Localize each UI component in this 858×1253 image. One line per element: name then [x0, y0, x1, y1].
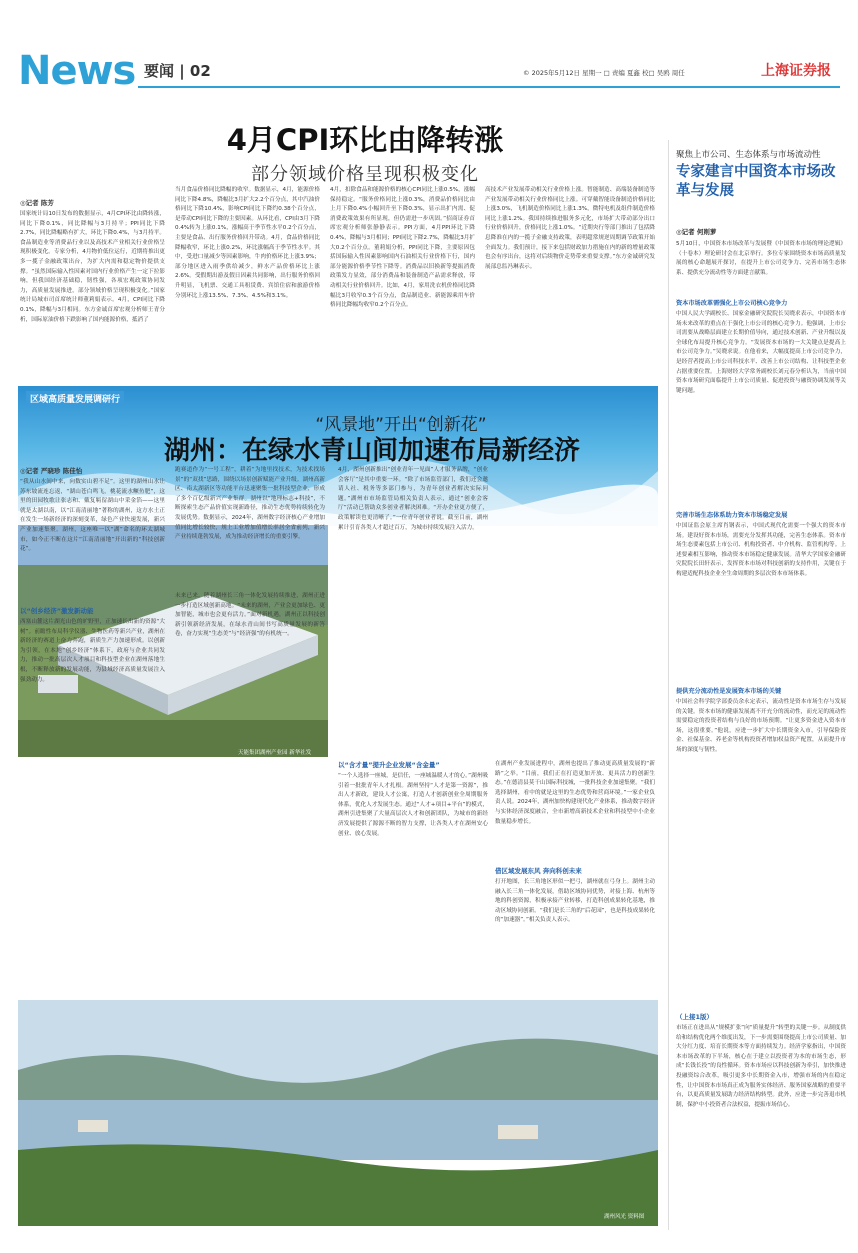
right-byline: ◎记者 何则萝: [676, 228, 717, 236]
story2-subhead-3: 借区域发展东风 奔向科创未来: [495, 867, 582, 875]
story2-col1: “我从山水间中来，向数实山碧不足”。这里的湖州山水让苏东坡流连忘返，“湖山苍白鸣飞，桃花流水鳜鱼肥”，这里的田园牧歌让张志和、戴复羁留湖山中采金箔——这里就是太湖以南，以“江南清丽地”著称的湖州，这方水土正在发生一场新经济的深刻变革，绿色产业快速发展，新兴产业加速集聚。湖州，这座唯一以“湖”命名的环太湖城市，如今正不断在这片“江南清丽地”开出新的“科技创新花”。: [20, 479, 165, 553]
story1-subhead: 部分领域价格呈现积极变化: [251, 164, 479, 185]
lake-photo-caption: 湖州风光 资料图: [604, 1214, 645, 1220]
story2-col4b: 未来已来。随着湖州长三角一体化发展持续推进，湖州正进一步打造区域创新高地。“未来的湖州，产业会更加绿色、更加智能，城市也会更有活力。”面对新机遇，湖州正以科技创新引领新经济发展，在绿水青山间书写高质量发展的新答卷，奋力实现“生态美”与“经济强”的有机统一。: [175, 593, 325, 638]
band-tag: 区域高质量发展调研行: [26, 391, 124, 406]
news-logo: News: [18, 48, 136, 94]
right-para-1: 中国人民大学副校长、国家金融研究院院长吴晓求表示，中国资本市场未来改革的重点在于强化上市公司的核心竞争力。他强调，上市公司需要从战略层面建立长期价值导向，通过技术创新、产业升级以及全球化布局提升核心竞争力。“发展资本市场的一大关键点是提高上市公司竞争力。”吴晓求说。在他看来，大幅度提高上市公司竞争力，是经营者提高上市公司科技水平、改善上市公司结构、让科技型企业占据重要位置。上海财经大学常务副校长刘元春分析认为，当前中国资本市场研究面临提升上市公司质量、促进投资与融资协调发展等关键问题。: [676, 311, 846, 394]
story2-col3b: 打开地图，长三角地区形似一把弓，湖州就在弓身上。湖州主动融入长三角一体化发展，借助区域协同优势，对接上海、杭州等地的科创资源，积极承接产业转移，打造科创成果转化基地，推动区域协同创新。“我们是长三角的“后花园”，也是科技成果转化的“加速器”。”相关负责人表示。: [495, 879, 655, 924]
date-line: © 2025年5月12日 星期一 □ 责编 夏鑫 校□ 吴鸥 周任: [523, 69, 685, 77]
right-subhead-1: 资本市场改革需强化上市公司核心竞争力: [676, 300, 788, 307]
story2-subhead-1: 以“创乡经济”激发新动能: [20, 607, 94, 615]
right-subhead-2: 完善市场生态体系助力资本市场稳定发展: [676, 512, 788, 519]
story2-col3: 4月，湖州创新推出“创业青年一见面”人才服务品牌，“创业会客厅”是其中重要一环。“除了市场监管部门，我们还会邀请人社、税务等多部门参与，为青年创业者解决实际问题。”湖州市市场监管局相关负责人表示，通过“创业会客厅”活动已帮助众多创业者解决困难。“开办企业更方便了，政策解读也更清晰了。”一位青年创业者说。截至目前，湖州累计引育各类人才超过百万，为城市持续发展注入活力。: [338, 467, 488, 531]
story1-headline: 4月CPI环比由降转涨: [226, 123, 504, 157]
right-box-title: （上接1版）: [676, 1013, 714, 1021]
right-para-2: 中国证监会原主席肖钢表示，中国式现代化需要一个强大的资本市场。建设好资本市场，需要充分发挥其功能，完善生态体系。资本市场生态要素包括上市公司、机构投资者、中介机构、监管机构等。上述要素相互影响，推动资本市场稳定健康发展。清华大学国家金融研究院院长田轩表示，发挥资本市场对科技创新的支持作用，关键在于构建适配科技企业全生命周期的多层次资本市场体系。: [676, 523, 846, 577]
story2-col4: 在湖州产业发展进程中，湖州也提出了推动更高质量发展的“新路”之举。“目前，我们正在打造更加开放、更具活力的创新生态。”在德清县莫干山国际科技城，一批科技企业加速集聚。“我们选择湖州，看中的就是这里的生态优势和营商环境。”一家企业负责人说。2024年，湖州加快构建现代化产业体系，推动数字经济与实体经济深度融合，全市新增高新技术企业和科技型中小企业数量稳步增长。: [495, 761, 655, 825]
story1-byline: ◎记者 陈芳: [20, 199, 54, 207]
story2-col1b: 西塞山麓这片湖光山色的旷野里，正加速长出新的资源“大树”。前瞻性布局科学仪器、生物医药等新兴产业，湖州在新经济的赛道上奋力奔跑，新质生产力加速形成。以创新为引领，在本地“创乡经济”体系下，政府与企业共同发力，推动一批高层次人才项目和科技型企业在湖州落地生根，不断释放新的发展动能，为县域经济高质量发展注入强劲动力。: [20, 619, 165, 683]
header-rule: [138, 86, 840, 88]
story2-headline: 湖州：在绿水青山间加速布局新经济: [163, 436, 580, 466]
story2-col2b: “一个人选择一座城，是信任，一座城温暖人才的心。”湖州吸引着一批批青年人才扎根。湖州坚持“人才是第一资源”，推出人才新政，建设人才公寓，打造人才创新创业全周期服务体系，优化人才发展生态。通过“人才+项目+平台”的模式，湖州引进集聚了大量高层次人才和创新团队，为城市的新经济发展提供了源源不断的智力支撑，让各类人才在湖州安心创业、放心发展。: [338, 773, 488, 837]
story1-col2: 当月食品价格同比降幅的收窄。数据显示，4月，能源价格同比下降4.8%，降幅比3月扩大2.2个百分点，其中汽油价格同比下降10.4%，影响CPI同比下降约0.38个百分点，是带动CPI同比下降的主要因素。从环比看，CPI由3月下降0.4%转为上涨0.1%，涨幅高于季节性水平0.2个百分点，主要是食品、出行服务价格回升带动。4月，食品价格同比降幅收窄，环比上涨0.2%，环比涨幅高于季节性水平。其中，受进口量减少等因素影响，牛肉价格环比上涨3.9%；部分地区进入雨季供给减少，鲜水产品价格环比上涨2.6%。受假期出游及假日因素共同影响，出行服务价格回升明显，飞机票、交通工具租赁费、宾馆住宿和旅游价格分别环比上涨13.5%、7.3%、4.5%和3.1%。: [175, 187, 320, 299]
story2-byline: ◎记者 严晓珍 陈佳怡: [20, 467, 83, 475]
right-title: 专家建言中国资本市场改革与发展: [676, 164, 836, 199]
column-divider: [668, 140, 669, 1230]
right-lead: 5月10日，中国资本市场改革与发展暨《中国资本市场的理论逻辑》（十卷本）理论研讨会在北京举行。多位专家围绕资本市场高质量发展的核心命题展开探讨，在提升上市公司竞争力、完善市场生态体系、提供充分流动性等方面建言献策。: [676, 241, 846, 276]
story1-col4: 高技术产业发展带动相关行业价格上涨。智能制造、高端装备制造等产业发展带动相关行业价格同比上涨。可穿戴智能设备制造价格同比上涨3.0%，飞机制造价格同比上涨1.3%，微特电机及组件制造价格同比上涨1.2%。我国持续推进服务多元化，市场扩大带动部分出口行业价格回升，价格同比上涨1.0%。“近期央行等部门推出了包括降息降准在内的一揽子金融支持政策，表明超常规逆周期调节政策开始全面发力。我们预计，接下来包括财政加力措施在内的新的增量政策也会有序出台，这将对后续物价走势带来重要支撑。”东方金诚研究发展部总监冯琳表示。: [485, 187, 655, 270]
right-kicker: 聚焦上市公司、生态体系与市场流动性: [676, 150, 821, 160]
paper-name: 上海证券报: [761, 63, 831, 79]
photo-caption: 天能集团湖州产业园 新华社发: [238, 750, 312, 756]
story2-col2: 跑赛道作为“一号工程”，耕着“为地里找技术，为技术找场景”的“双找”思路，围绕以场景创新赋能产业升级。湖州高新区、南太湖新区等功能平台迅速聚集一批科技型企业，形成了多个百亿级新兴产业集群。湖州以“地理标志+科技”，不断探索生态产品价值实现新路径，推动生态优势持续转化为发展优势。数据显示，2024年，湖州数字经济核心产业增加值同比增长较快，规上工业增加值增长率居全省前列，新兴产业持续蓬勃发展，成为推动经济增长的重要引擎。: [175, 467, 325, 541]
story2-kicker: “风景地”开出“创新花”: [315, 415, 487, 435]
right-para-3: 中国社会科学院学部委员余永定表示，流动性是资本市场生存与发展的关键。资本市场的健康发展离不开充分的流动性，而充足的流动性需要稳定的投资者结构与良好的市场预期。“让更多资金进入资本市场，这很重要。”他说，应进一步扩大中长期资金入市，引导保险资金、社保基金、养老金等机构投资者增加权益资产配置，从而提升市场的深度与韧性。: [676, 699, 846, 753]
right-subhead-3: 提供充分流动性是发展资本市场的关键: [676, 688, 782, 695]
story1-col3: 4月，扣除食品和能源价格的核心CPI同比上涨0.5%，涨幅保持稳定。“服务价格同比上涨0.3%，消费品价格同比由上月下降0.4%小幅回升至下降0.3%，显示出扩内需、促消费政策效果有所显现，但仍需进一步巩固。”招商证券首席宏观分析师张静静表示。PPI方面，4月PPI环比下降0.4%，降幅与3月相同；PPI同比下降2.7%，降幅比3月扩大0.2个百分点。董莉娟分析，PPI同比下降，主要原因包括国际输入性因素影响国内石油相关行业价格下行，国内部分能源价格季节性下降等。消费品以旧换新等提振消费政策发力显效，部分消费品和装备制造产品需求释放，带动相关行业价格回升。比如，4月，家用洗衣机价格同比降幅比3月收窄0.3个百分点，食品制造业、新能源乘用车价格同比降幅均收窄0.2个百分点。: [330, 187, 475, 309]
lake-photo-image: [18, 1000, 658, 1226]
right-box-text: 市场正在进出从“规模扩张”向“质量提升”转型的关键一步。从制度供给和结构优化两个维度出发，下一步需要围绕提高上市公司质量、加大分红力度、培育长期资本等方面持续发力。经济学家指出，中国资本市场改革的下半场，核心在于建立以投资者为本的市场生态，形成“长钱长投”的良性循环。资本市场应以科技创新为牵引，加快推进投融资综合改革，吸引更多中长期资金入市，增强市场的内在稳定性，让中国资本市场真正成为服务实体经济、服务国家战略的重要平台，以更高质量发展助力经济结构转型。此外，应进一步完善退市机制，保护中小投资者合法权益，提振市场信心。: [676, 1025, 846, 1108]
story2-subhead-2: 以“含才量”提升企业发展“含金量”: [338, 761, 440, 769]
lake-photo: [18, 1000, 658, 1226]
story1-col1: 国家统计局10日发布的数据显示，4月CPI环比由降转涨，同比下降0.1%，同比降幅与3月持平；PPI同比下降2.7%，同比降幅略有扩大，环比下降0.4%，与3月持平。食品制造业等消费品行业以及高技术产业相关行业价格呈现积极变化。专家分析，4月物价低位运行，近期将推出更多一揽子金融政策出台，为扩大内需和稳定物价提供支撑。“虽然国际输入性因素对国内行业价格产生一定下拉影响，但我国经济基础稳，韧性强，各项宏观政策协同发力，高质量发展推进，部分领域价格呈现积极变化。”国家统计局城市司首席统计师董莉娟表示。4月，CPI同比下降0.1%，降幅与3月相同。东方金诚首席宏观分析师王青分析，国际原油价格下跌影响了国内能源价格，抵消了: [20, 211, 165, 323]
section-label: 要闻 | 02: [144, 62, 211, 80]
